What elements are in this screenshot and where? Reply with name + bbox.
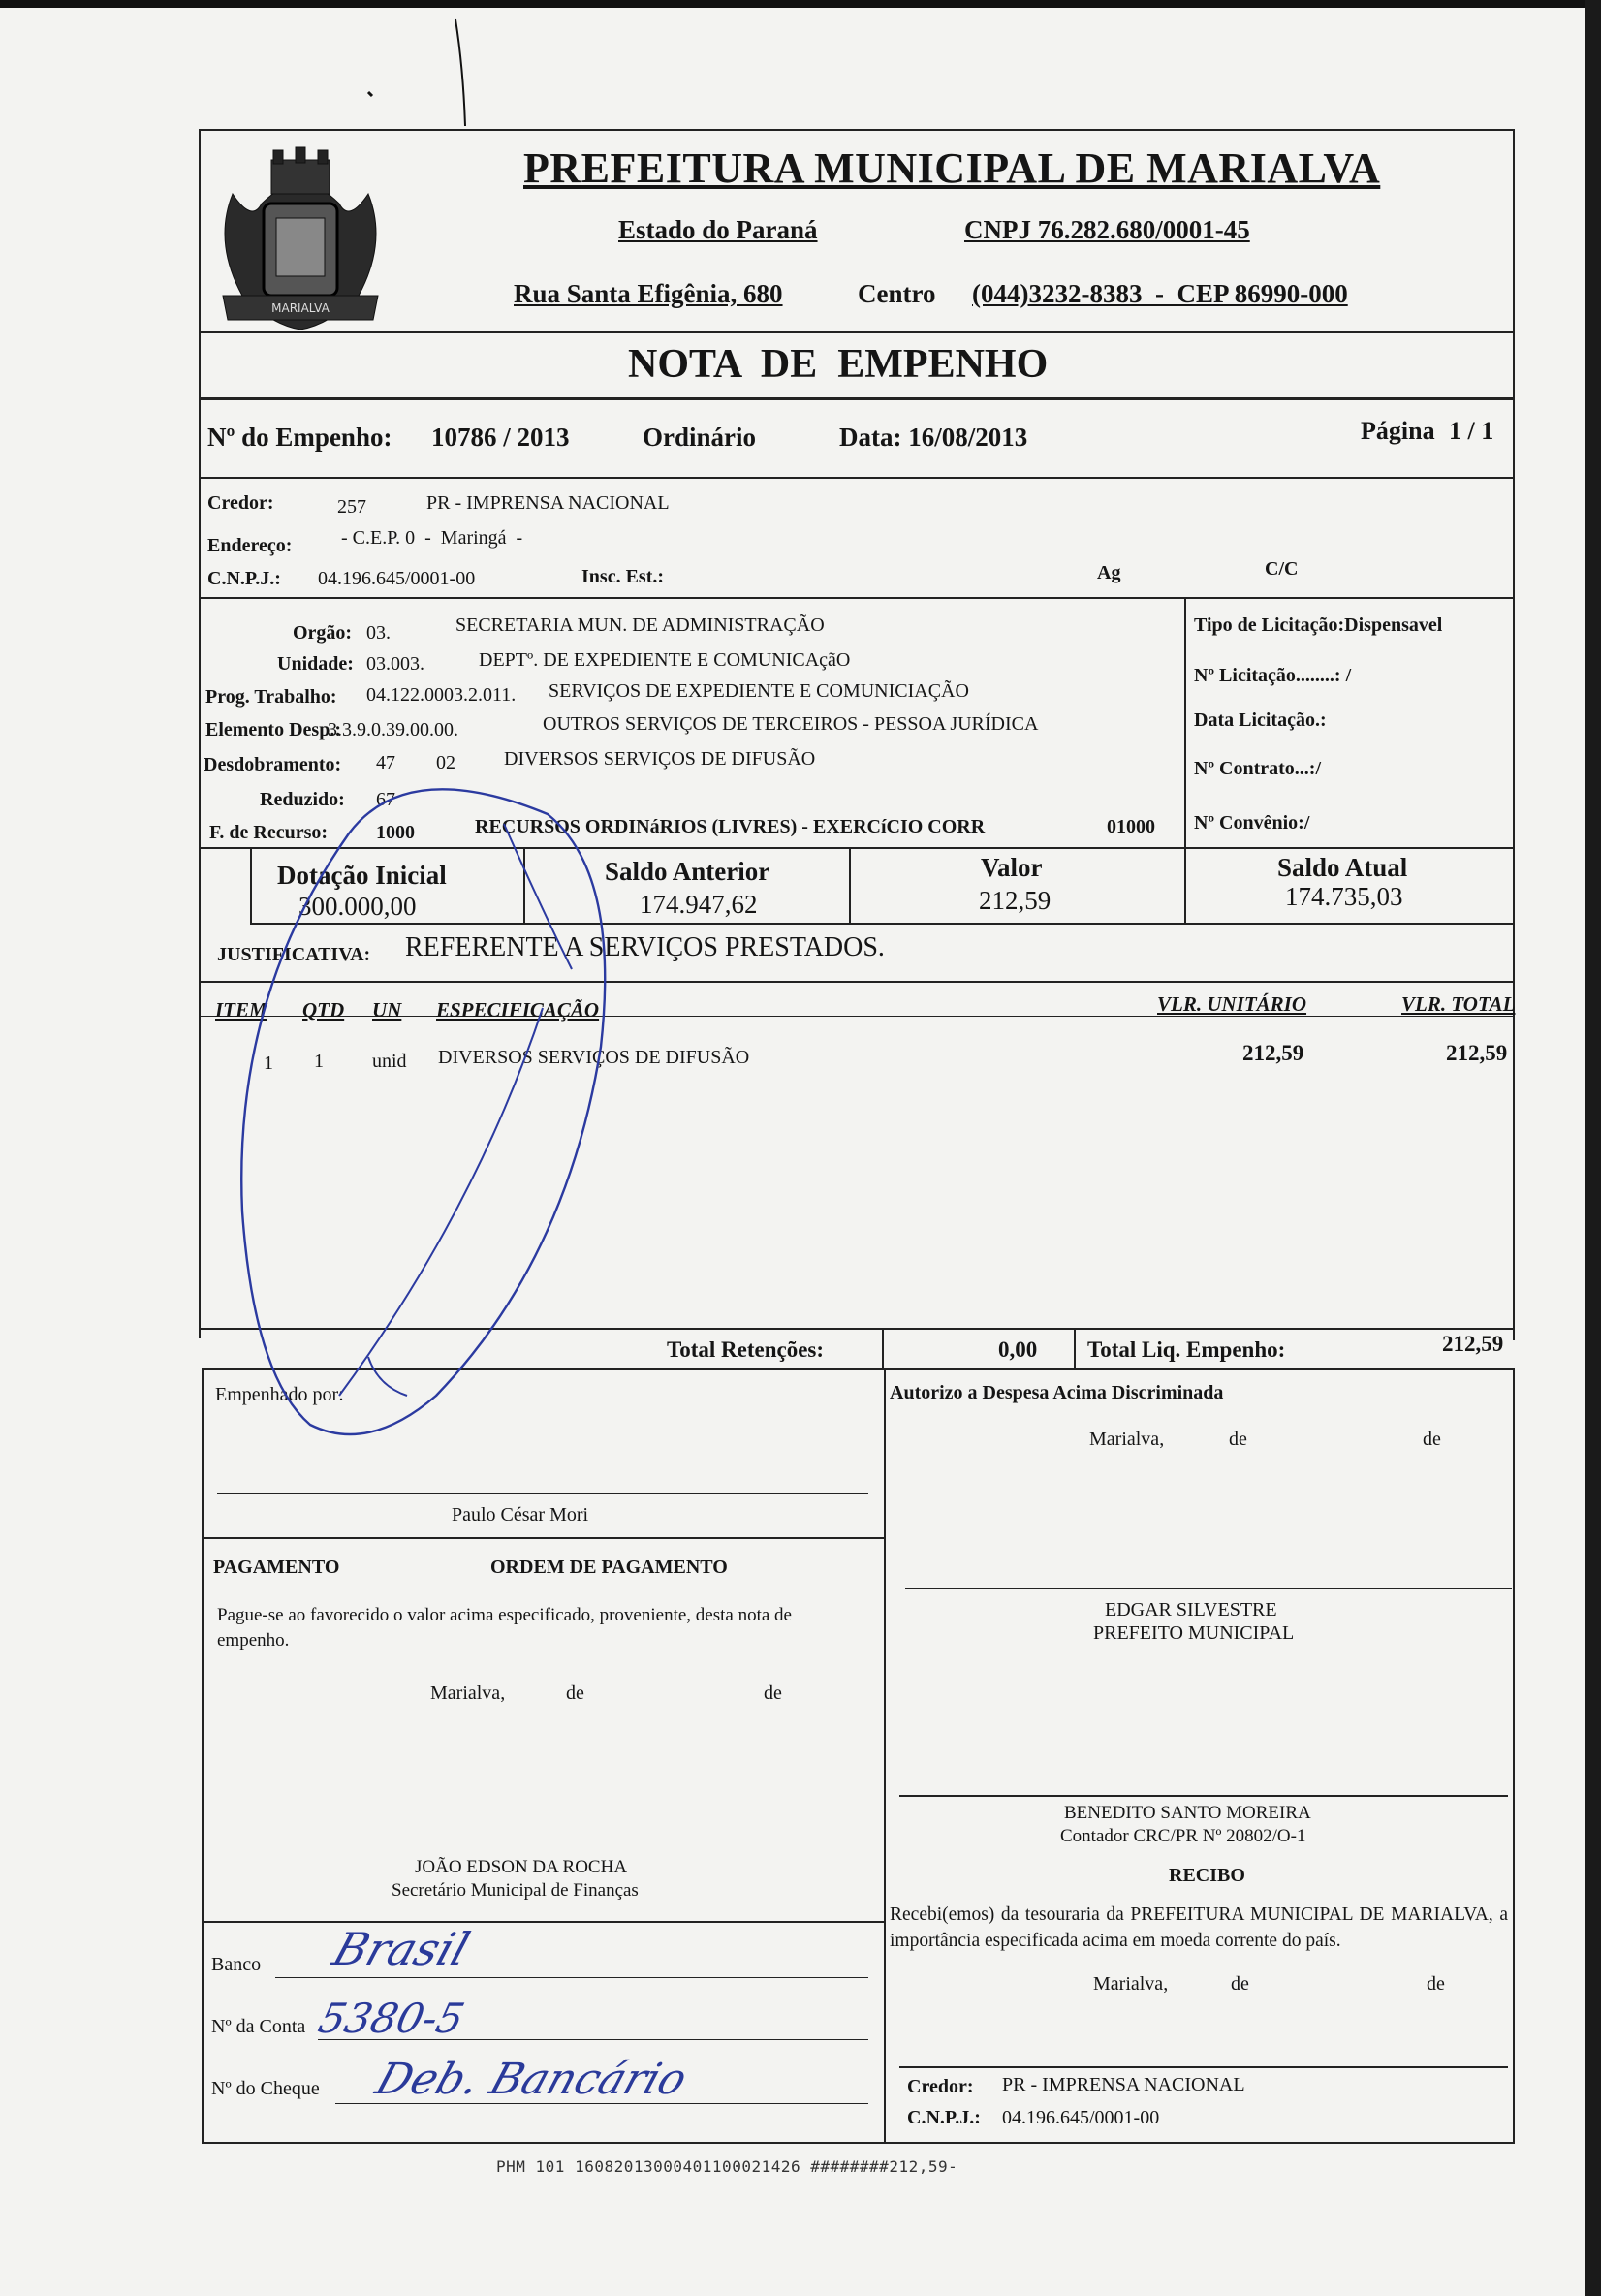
recurso-number: 01000 xyxy=(1107,816,1155,837)
pagamento-de2: de xyxy=(764,1683,782,1704)
recurso-code: 1000 xyxy=(376,822,415,843)
unidade-name: DEPTº. DE EXPEDIENTE E COMUNICAçãO xyxy=(479,649,851,671)
header-item: ITEM xyxy=(215,998,267,1022)
prog-label: Prog. Trabalho: xyxy=(205,686,337,708)
total-liq-value: 212,59 xyxy=(1442,1332,1504,1356)
tipo-licitacao: Tipo de Licitação:Dispensavel xyxy=(1194,614,1443,636)
valor-label: Valor xyxy=(981,853,1043,882)
header-especificacao: ESPECIFICAÇÃO xyxy=(436,998,600,1022)
scan-border-right xyxy=(1585,0,1601,2296)
contador-name: BENEDITO SANTO MOREIRA xyxy=(1064,1803,1311,1823)
total-retencoes-value: 0,00 xyxy=(998,1337,1038,1362)
orgao-code: 03. xyxy=(366,622,391,644)
cnpj-credor-value: 04.196.645/0001-00 xyxy=(318,568,476,589)
row-un: unid xyxy=(372,1051,407,1072)
page-title: PREFEITURA MUNICIPAL DE MARIALVA xyxy=(523,144,1381,192)
autorizo-de2: de xyxy=(1423,1429,1441,1450)
prog-name: SERVIÇOS DE EXPEDIENTE E COMUNICIAÇÃO xyxy=(549,680,969,702)
header-vlr-total: VLR. TOTAL xyxy=(1401,992,1516,1016)
credor-label: Credor: xyxy=(207,492,274,514)
orgao-label: Orgão: xyxy=(293,622,353,644)
recurso-name: RECURSOS ORDINáRIOS (LIVRES) - EXERCíCIO CORR xyxy=(475,816,986,837)
orgao-name: SECRETARIA MUN. DE ADMINISTRAÇÃO xyxy=(455,614,825,636)
svg-text:MARIALVA: MARIALVA xyxy=(271,301,330,315)
row-qtd: 1 xyxy=(314,1051,324,1072)
page-number: 1 / 1 xyxy=(1449,417,1494,445)
autorizo-place: Marialva, xyxy=(1089,1429,1165,1450)
autorizo-label: Autorizo a Despesa Acima Discriminada xyxy=(890,1382,1224,1403)
prefeito-name: EDGAR SILVESTRE xyxy=(1105,1599,1277,1620)
banco-label: Banco xyxy=(211,1954,262,1975)
justificativa-text: REFERENTE A SERVIÇOS PRESTADOS. xyxy=(405,932,885,962)
saldo-atual-value: 174.735,03 xyxy=(1285,882,1403,911)
endereco-value: - C.E.P. 0 - Maringá - xyxy=(341,527,523,549)
header-un: UN xyxy=(372,998,402,1022)
elemento-name: OUTROS SERVIÇOS DE TERCEIROS - PESSOA JURÍDICA xyxy=(543,713,1039,735)
banco-handwritten: Brasil xyxy=(327,1923,477,1975)
state-label: Estado do Paraná xyxy=(618,215,818,244)
header-qtd: QTD xyxy=(302,998,345,1022)
header-vlr-unitario: VLR. UNITÁRIO xyxy=(1157,992,1307,1016)
ag-label: Ag xyxy=(1097,562,1121,583)
ordem-pagamento-label: ORDEM DE PAGAMENTO xyxy=(490,1557,728,1578)
cnpj-bottom-label: C.N.P.J.: xyxy=(907,2107,981,2128)
total-retencoes-label: Total Retenções: xyxy=(667,1337,825,1362)
recibo-label: RECIBO xyxy=(1169,1865,1245,1886)
dotacao-inicial-label: Dotação Inicial xyxy=(277,861,447,890)
empenho-date: Data: 16/08/2013 xyxy=(839,423,1028,452)
scan-border-top xyxy=(0,0,1601,8)
document-title: NOTA DE EMPENHO xyxy=(628,342,1049,387)
secretario-name: JOÃO EDSON DA ROCHA xyxy=(415,1857,628,1877)
saldo-atual-label: Saldo Atual xyxy=(1277,853,1408,882)
numero-convenio: Nº Convênio:/ xyxy=(1194,812,1310,833)
empenho-label: Nº do Empenho: xyxy=(207,423,392,452)
dotacao-inicial-value: 300.000,00 xyxy=(298,892,417,921)
numero-licitacao: Nº Licitação........: / xyxy=(1194,665,1352,686)
coat-of-arms-logo xyxy=(204,136,397,334)
autorizo-de1: de xyxy=(1229,1429,1247,1450)
credor-bottom-label: Credor: xyxy=(907,2076,974,2097)
page-label: Página xyxy=(1361,417,1435,445)
credor-name: PR - IMPRENSA NACIONAL xyxy=(426,492,670,514)
empenhado-name: Paulo César Mori xyxy=(452,1504,589,1525)
contador-title: Contador CRC/PR Nº 20802/O-1 xyxy=(1060,1826,1306,1846)
credor-code: 257 xyxy=(337,496,366,518)
elemento-label: Elemento Desp.: xyxy=(205,719,341,740)
reduzido-value: 67 xyxy=(376,789,395,810)
empenho-number: 10786 / 2013 xyxy=(431,423,570,452)
row-total-value: 212,59 xyxy=(1446,1041,1508,1065)
unidade-label: Unidade: xyxy=(277,653,354,675)
cc-label: C/C xyxy=(1265,558,1299,580)
endereco-label: Endereço: xyxy=(207,535,293,556)
desdobramento-sub: 02 xyxy=(436,752,455,773)
row-item: 1 xyxy=(264,1053,273,1074)
saldo-anterior-value: 174.947,62 xyxy=(640,890,758,919)
conta-handwritten: 5380-5 xyxy=(313,1995,469,2042)
recibo-de2: de xyxy=(1427,1973,1445,1995)
unidade-code: 03.003. xyxy=(366,653,424,675)
pagamento-label: PAGAMENTO xyxy=(213,1557,340,1578)
district-label: Centro xyxy=(858,279,936,308)
cheque-label: Nº do Cheque xyxy=(211,2078,320,2099)
empenho-type: Ordinário xyxy=(643,423,757,452)
cnpj-bottom-value: 04.196.645/0001-00 xyxy=(1002,2107,1160,2128)
recibo-place: Marialva, xyxy=(1093,1973,1169,1995)
justificativa-label: JUSTIFICATIVA: xyxy=(217,944,371,965)
recibo-de1: de xyxy=(1231,1973,1249,1995)
secretario-title: Secretário Municipal de Finanças xyxy=(392,1880,639,1901)
cheque-handwritten: Deb. Bancário xyxy=(369,2055,694,2104)
valor-value: 212,59 xyxy=(979,886,1052,915)
footer-barcode-text: PHM 101 16082013000401100021426 ########212,59- xyxy=(496,2157,958,2176)
elemento-code: 3.3.9.0.39.00.00. xyxy=(328,719,458,740)
saldo-anterior-label: Saldo Anterior xyxy=(605,857,770,886)
prog-code: 04.122.0003.2.011. xyxy=(366,684,517,706)
conta-label: Nº da Conta xyxy=(211,2016,306,2037)
recurso-label: F. de Recurso: xyxy=(209,822,329,843)
row-unit-value: 212,59 xyxy=(1242,1041,1304,1065)
desdobramento-label: Desdobramento: xyxy=(204,754,342,775)
pagamento-de1: de xyxy=(566,1683,584,1704)
pagamento-place: Marialva, xyxy=(430,1683,506,1704)
cnpj-credor-label: C.N.P.J.: xyxy=(207,568,281,589)
total-liq-label: Total Liq. Empenho: xyxy=(1087,1337,1286,1362)
data-licitacao: Data Licitação.: xyxy=(1194,709,1327,731)
prefeito-title: PREFEITO MUNICIPAL xyxy=(1093,1622,1295,1644)
address-label: Rua Santa Efigênia, 680 xyxy=(514,279,783,308)
desdobramento-code: 47 xyxy=(376,752,395,773)
numero-contrato: Nº Contrato...:/ xyxy=(1194,758,1322,779)
reduzido-label: Reduzido: xyxy=(260,789,345,810)
desdobramento-name: DIVERSOS SERVIÇOS DE DIFUSÃO xyxy=(504,748,816,770)
cnpj-label: CNPJ 76.282.680/0001-45 xyxy=(964,215,1250,244)
credor-bottom-name: PR - IMPRENSA NACIONAL xyxy=(1002,2074,1245,2095)
phone-cep-label: (044)3232-8383 - CEP 86990-000 xyxy=(972,279,1348,308)
pague-text: Pague-se ao favorecido o valor acima especificado, proveniente, desta nota de empenho. xyxy=(217,1605,792,1651)
recibo-text: Recebi(emos) da tesouraria da PREFEITURA MUNICIPAL DE MARIALVA, a importância especificada acima em moeda corrente do país. xyxy=(890,1904,1508,1951)
row-spec: DIVERSOS SERVIÇOS DE DIFUSÃO xyxy=(438,1047,750,1068)
insc-label: Insc. Est.: xyxy=(581,566,665,587)
empenhado-label: Empenhado por: xyxy=(215,1384,344,1405)
